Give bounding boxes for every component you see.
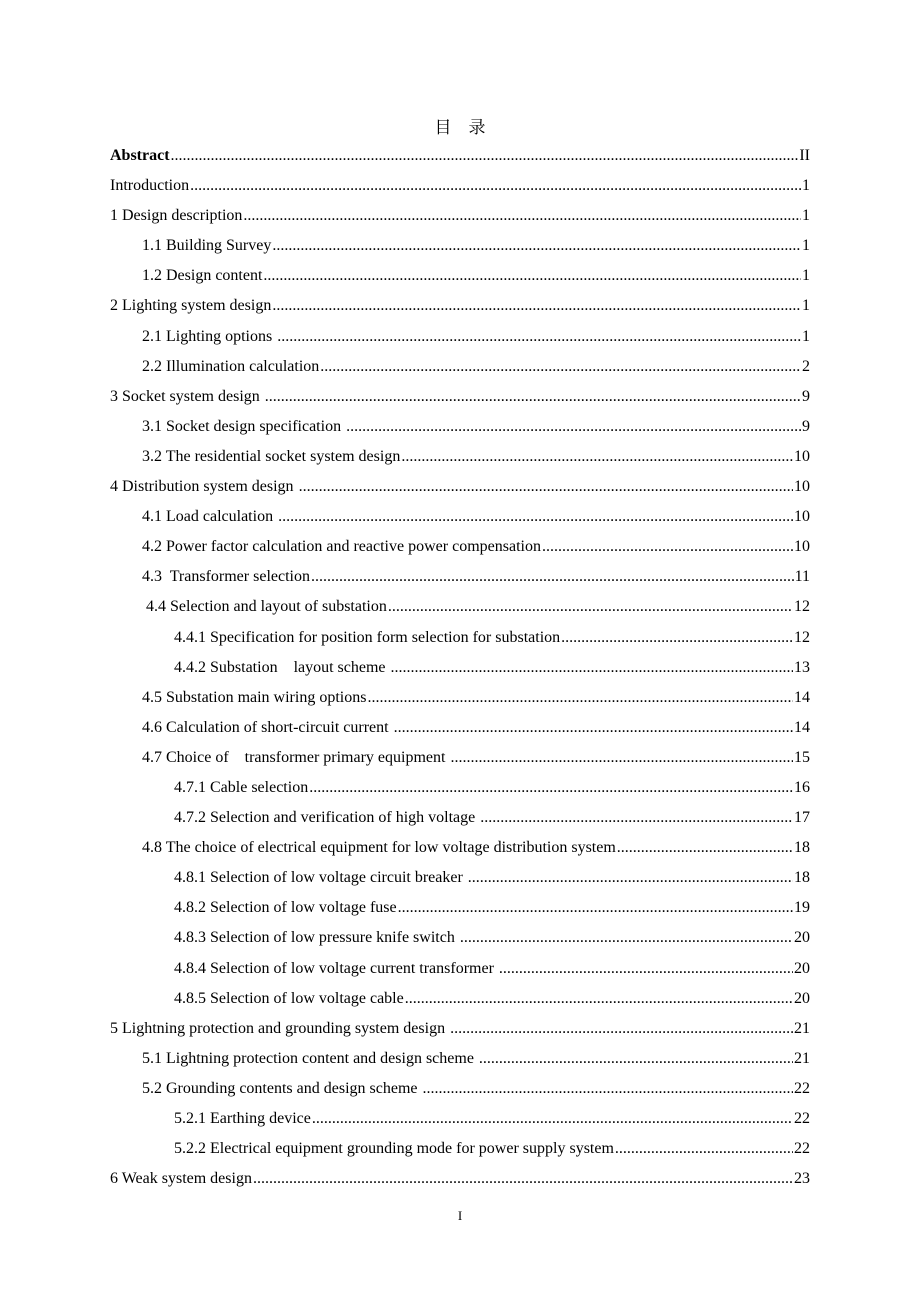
leader-dots <box>561 623 793 653</box>
toc-entry-label: 3 Socket system design <box>110 387 264 405</box>
toc-entry-3-2[interactable] <box>110 442 810 472</box>
toc-entry-page: 13 <box>794 658 810 676</box>
toc-entry-label: 4.8.2 Selection of low voltage fuse <box>174 899 397 917</box>
toc-entry-4-7[interactable] <box>110 743 810 773</box>
leader-dots <box>394 713 793 743</box>
leader-dots <box>278 502 793 532</box>
toc-entry-label: 5.2 Grounding contents and design scheme <box>142 1079 422 1097</box>
toc-entry-label: 1.2 Design content <box>142 267 263 285</box>
toc-entry-label: 4.6 Calculation of short-circuit current <box>142 718 393 736</box>
toc-entry-4-5[interactable] <box>110 683 810 713</box>
leader-dots <box>479 1044 793 1074</box>
toc-entry-4-8-1[interactable] <box>110 863 810 893</box>
toc-entry-5-2[interactable] <box>110 1074 810 1104</box>
toc-entry-4-4[interactable] <box>110 592 810 622</box>
toc-entry-label: 5 Lightning protection and grounding system design <box>110 1019 450 1037</box>
toc-entry-4-7-1[interactable] <box>110 773 810 803</box>
toc-entry-page: II <box>799 147 810 164</box>
toc-entry-4-2[interactable] <box>110 532 810 562</box>
toc-entry-4-6[interactable] <box>110 713 810 743</box>
leader-dots <box>398 893 793 923</box>
toc-entry-label: 4.1 Load calculation <box>142 508 278 526</box>
leader-dots <box>299 472 793 502</box>
toc-entry-page: 21 <box>794 1019 810 1037</box>
leader-dots <box>401 442 793 472</box>
toc-entry-page: 12 <box>794 628 810 646</box>
toc-entry-3-1[interactable] <box>110 412 810 442</box>
leader-dots <box>499 954 793 984</box>
toc-entry-page: 21 <box>794 1049 810 1067</box>
toc-entry-introduction[interactable] <box>110 171 810 201</box>
leader-dots <box>367 683 793 713</box>
toc-entry-label: 2.1 Lighting options <box>142 327 277 345</box>
leader-dots <box>190 171 801 201</box>
toc-entry-abstract[interactable] <box>110 141 810 171</box>
toc-entry-label: 1 Design description <box>110 207 243 225</box>
toc-entry-label: 3.1 Socket design specification <box>142 417 346 435</box>
toc-entry-page: 20 <box>794 989 810 1007</box>
toc-entry-page: 16 <box>794 778 810 796</box>
leader-dots <box>423 1074 794 1104</box>
toc-entry-label: 4.8 The choice of electrical equipment for low voltage distribution system <box>142 839 616 857</box>
toc-entry-4-1[interactable] <box>110 502 810 532</box>
leader-dots <box>171 141 799 171</box>
toc-entry-4-8[interactable] <box>110 833 810 863</box>
toc-entry-page: 14 <box>794 718 810 736</box>
toc-entry-label: 5.1 Lightning protection content and design scheme <box>142 1049 478 1067</box>
toc-entry-label: 4.3 Transformer selection <box>142 568 310 586</box>
toc-entry-label: 4.8.4 Selection of low voltage current transformer <box>174 959 498 977</box>
toc-entry-label: 4.8.1 Selection of low voltage circuit breaker <box>174 869 467 887</box>
toc-entry-label: Abstract <box>110 147 170 164</box>
toc-entry-page: 1 <box>802 237 810 255</box>
leader-dots <box>311 562 794 592</box>
toc-entry-page: 1 <box>802 267 810 285</box>
toc-entry-page: 1 <box>802 327 810 345</box>
toc-entry-2-2[interactable] <box>110 352 810 382</box>
toc-entry-page: 14 <box>794 688 810 706</box>
toc-entry-5-2-2[interactable] <box>110 1134 810 1164</box>
toc-entry-page: 10 <box>794 508 810 526</box>
page-number: I <box>457 1208 463 1223</box>
leader-dots <box>405 984 793 1014</box>
toc-entry-label: 1.1 Building Survey <box>142 237 272 255</box>
leader-dots <box>346 412 801 442</box>
leader-dots <box>263 261 801 291</box>
toc-entry-3[interactable] <box>110 382 810 412</box>
toc-entry-page: 18 <box>794 839 810 857</box>
toc-entry-page: 2 <box>802 357 810 375</box>
toc-entry-label: 4.5 Substation main wiring options <box>142 688 367 706</box>
toc-entry-2[interactable] <box>110 291 810 321</box>
toc-entry-page: 22 <box>794 1110 810 1127</box>
toc-entry-page: 18 <box>794 869 810 887</box>
toc-entry-label: 4.7 Choice of transformer primary equipment <box>142 748 450 766</box>
toc-title: 目 录 <box>434 118 486 137</box>
toc-entry-4-7-2[interactable] <box>110 803 810 833</box>
leader-dots <box>309 773 793 803</box>
toc-entry-page: 1 <box>802 207 810 225</box>
toc-entry-page: 9 <box>802 417 810 435</box>
toc-entry-page: 10 <box>794 447 810 465</box>
toc-entry-page: 20 <box>794 929 810 947</box>
toc-entry-label: 2 Lighting system design <box>110 297 272 315</box>
toc-entry-4-8-3[interactable] <box>110 923 810 953</box>
toc-entry-label: 4.8.3 Selection of low pressure knife switch <box>174 929 459 947</box>
toc-entry-page: 23 <box>794 1170 810 1188</box>
leader-dots <box>480 803 793 833</box>
toc-entry-1-1[interactable] <box>110 231 810 261</box>
leader-dots <box>243 201 801 231</box>
leader-dots <box>253 1164 793 1194</box>
toc-entry-label: 4.2 Power factor calculation and reactive power compensation <box>142 538 541 556</box>
leader-dots <box>391 653 793 683</box>
toc-entry-6[interactable] <box>110 1164 810 1194</box>
toc-entry-page: 12 <box>794 598 810 616</box>
toc-entry-page: 9 <box>802 387 810 405</box>
toc-entry-label: 4 Distribution system design <box>110 478 298 496</box>
leader-dots <box>542 532 793 562</box>
toc-entry-page: 1 <box>802 177 810 195</box>
toc-entry-label: 5.2.2 Electrical equipment grounding mode for power supply system <box>174 1140 614 1158</box>
leader-dots <box>265 382 801 412</box>
toc-entry-4-4-1[interactable] <box>110 623 810 653</box>
leader-dots <box>468 863 793 893</box>
toc-entry-label: 4.4 Selection and layout of substation <box>142 598 387 616</box>
toc-entry-label: 4.8.5 Selection of low voltage cable <box>174 989 404 1007</box>
toc-entry-5[interactable] <box>110 1014 810 1044</box>
toc-entry-page: 10 <box>794 538 810 556</box>
toc-entry-label: Introduction <box>110 177 190 195</box>
leader-dots <box>617 833 793 863</box>
toc-entry-4-8-2[interactable] <box>110 893 810 923</box>
toc-entry-label: 4.4.2 Substation layout scheme <box>174 658 390 676</box>
table-of-contents <box>110 141 810 1194</box>
toc-entry-page: 22 <box>794 1079 810 1097</box>
toc-entry-page: 1 <box>802 297 810 315</box>
toc-entry-label: 4.7.1 Cable selection <box>174 778 309 796</box>
leader-dots <box>450 743 793 773</box>
toc-entry-1[interactable] <box>110 201 810 231</box>
leader-dots <box>272 291 801 321</box>
leader-dots <box>450 1014 793 1044</box>
toc-entry-2-1[interactable] <box>110 322 810 352</box>
leader-dots <box>312 1104 793 1134</box>
toc-entry-5-2-1[interactable] <box>110 1104 810 1134</box>
toc-entry-page: 10 <box>794 478 810 496</box>
toc-entry-label: 3.2 The residential socket system design <box>142 447 401 465</box>
toc-entry-4-8-5[interactable] <box>110 984 810 1014</box>
leader-dots <box>277 322 801 352</box>
toc-entry-4-4-2[interactable] <box>110 653 810 683</box>
leader-dots <box>272 231 801 261</box>
toc-entry-page: 20 <box>794 959 810 977</box>
toc-entry-page: 19 <box>794 899 810 917</box>
toc-entry-page: 15 <box>794 748 810 766</box>
leader-dots <box>460 923 793 953</box>
toc-entry-page: 22 <box>794 1140 810 1158</box>
toc-entry-label: 2.2 Illumination calculation <box>142 357 320 375</box>
toc-entry-1-2[interactable] <box>110 261 810 291</box>
toc-entry-5-1[interactable] <box>110 1044 810 1074</box>
leader-dots <box>388 592 793 622</box>
toc-entry-label: 4.4.1 Specification for position form selection for substation <box>174 628 561 646</box>
toc-entry-page: 17 <box>794 809 810 827</box>
leader-dots <box>615 1134 793 1164</box>
toc-entry-label: 5.2.1 Earthing device <box>174 1110 311 1127</box>
toc-entry-4[interactable] <box>110 472 810 502</box>
toc-entry-label: 4.7.2 Selection and verification of high voltage <box>174 809 480 827</box>
toc-entry-4-8-4[interactable] <box>110 954 810 984</box>
leader-dots <box>320 352 801 382</box>
toc-entry-page: 11 <box>794 568 810 586</box>
toc-entry-4-3[interactable] <box>110 562 810 592</box>
toc-entry-label: 6 Weak system design <box>110 1170 252 1188</box>
